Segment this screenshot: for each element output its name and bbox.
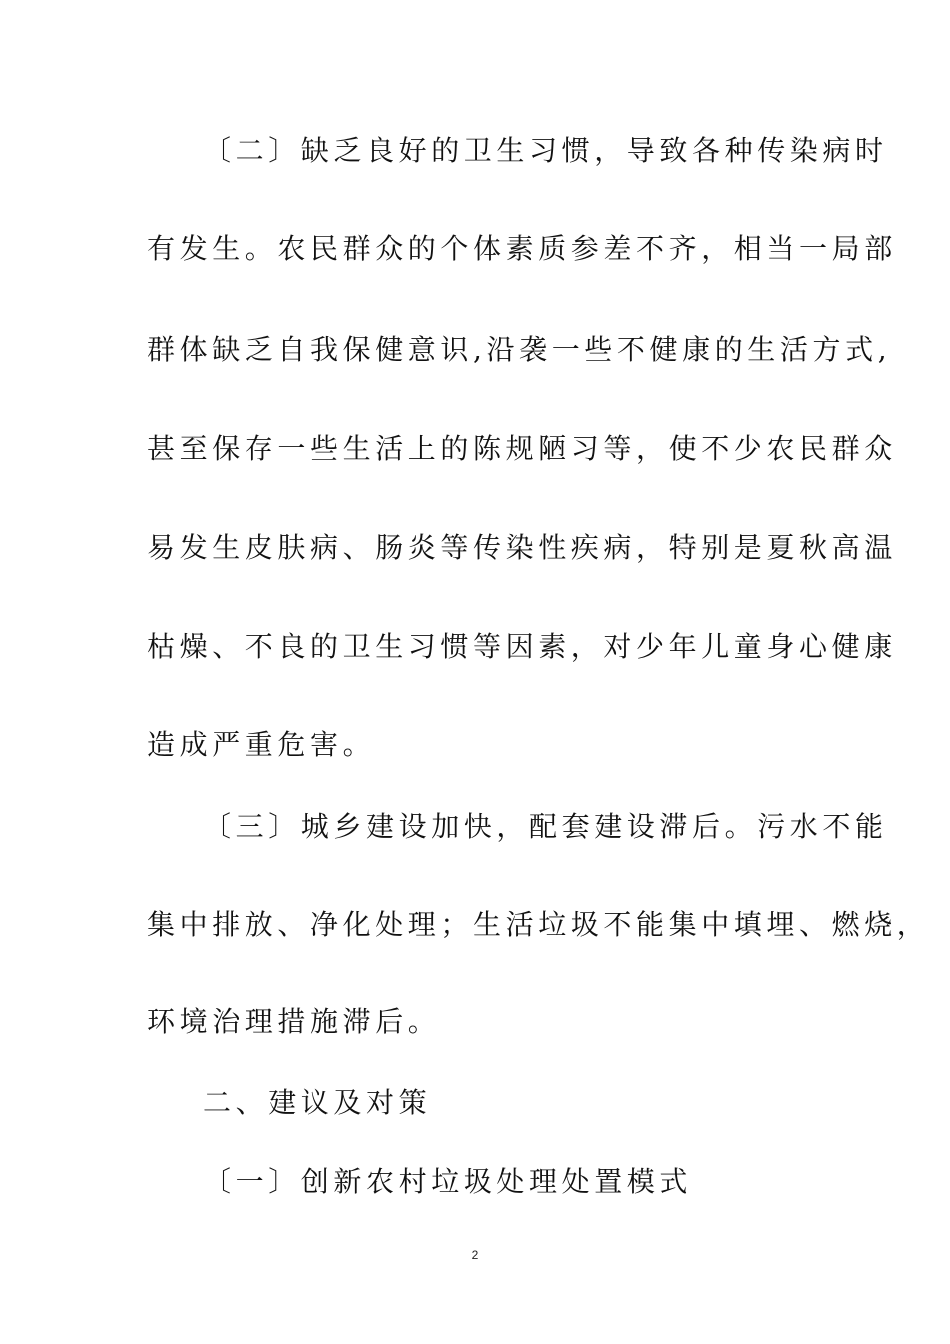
paragraph-line: 有发生。农民群众的个体素质参差不齐，相当一局部 xyxy=(147,232,897,265)
paragraph-line: 造成严重危害。 xyxy=(147,728,376,761)
paragraph-line: 环境治理措施滞后。 xyxy=(147,1005,441,1038)
paragraph-line: 甚至保存一些生活上的陈规陋习等，使不少农民群众 xyxy=(147,432,897,465)
paragraph-line: 枯燥、不良的卫生习惯等因素，对少年儿童身心健康 xyxy=(147,630,897,663)
paragraph-line: 群体缺乏自我保健意识,沿袭一些不健康的生活方式, xyxy=(147,333,892,366)
paragraph-line: 易发生皮肤病、肠炎等传染性疾病，特别是夏秋高温 xyxy=(147,531,897,564)
paragraph-line: 〔二〕缺乏良好的卫生习惯，导致各种传染病时 xyxy=(203,134,888,167)
section-heading: 二、建议及对策 xyxy=(203,1086,432,1119)
page-number: 2 xyxy=(471,1248,479,1262)
paragraph-line: 集中排放、净化处理；生活垃圾不能集中填埋、燃烧， xyxy=(147,908,930,941)
paragraph-line: 〔三〕城乡建设加快，配套建设滞后。污水不能 xyxy=(203,810,888,843)
subsection-heading: 〔一〕创新农村垃圾处理处置模式 xyxy=(203,1165,693,1198)
